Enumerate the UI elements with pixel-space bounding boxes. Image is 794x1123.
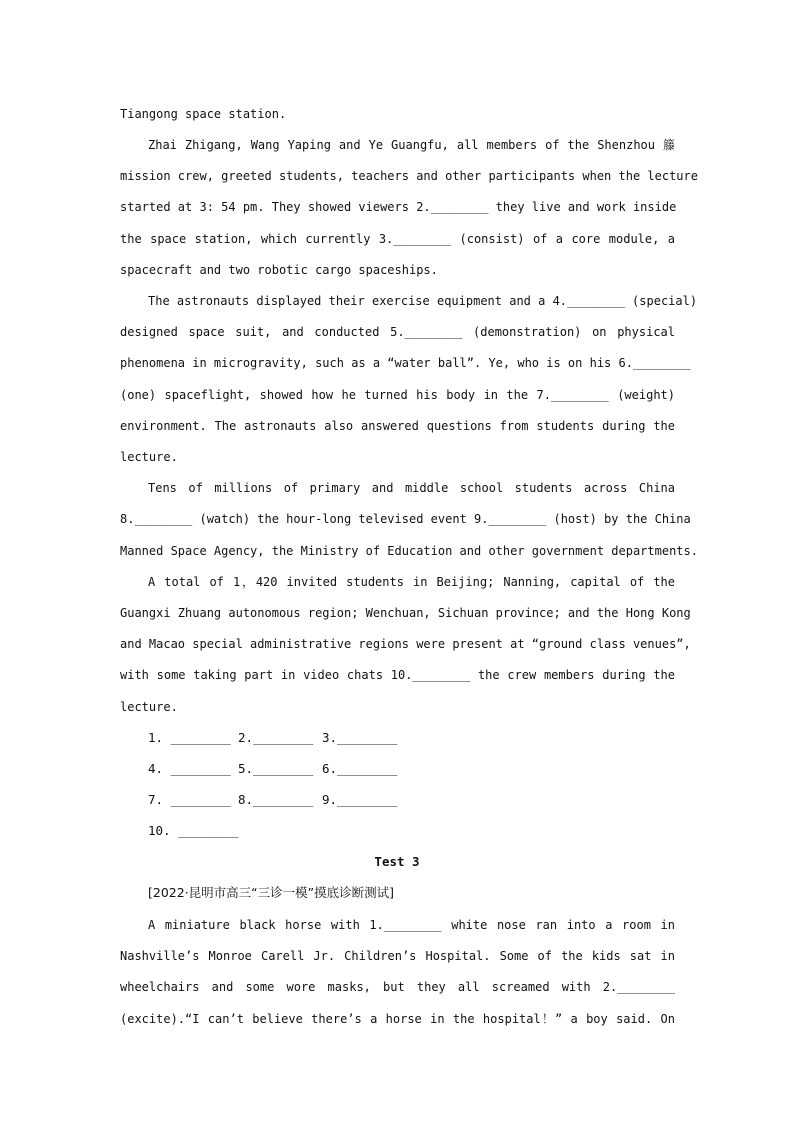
passage-line: (excite).“I can’t believe there’s a horse in the hospital！” a boy said. On (120, 1012, 675, 1026)
passage-line: A total of 1，420 invited students in Beijing; Nanning, capital of the (148, 575, 675, 589)
passage-line: lecture. (120, 450, 178, 464)
passage-line: designed space suit, and conducted 5.________ (demonstration) on physical (120, 325, 675, 339)
passage-line: phenomena in microgravity, such as a “water ball”. Ye, who is on his 6.________ (120, 356, 691, 370)
section-title: Test 3 (374, 854, 420, 869)
passage-line: A miniature black horse with 1.________ white nose ran into a room in (148, 918, 675, 932)
answer-blank-10[interactable]: 10. ________ (148, 823, 239, 838)
passage-line: started at 3: 54 pm. They showed viewers 2.________ they live and work inside (120, 200, 677, 214)
answer-blank-2[interactable]: 2.________ (238, 730, 314, 745)
passage-line: Zhai Zhigang, Wang Yaping and Ye Guangfu, all members of the Shenzhou 籐 (148, 138, 675, 152)
answer-blank-6[interactable]: 6.________ (322, 761, 398, 776)
passage-line: the space station, which currently 3.________ (consist) of a core module, a (120, 232, 675, 246)
passage-line: environment. The astronauts also answered questions from students during the (120, 419, 675, 433)
passage-line: (one) spaceflight, showed how he turned his body in the 7.________ (weight) (120, 388, 675, 402)
answer-blank-9[interactable]: 9.________ (322, 792, 398, 807)
answer-blank-5[interactable]: 5.________ (238, 761, 314, 776)
answer-blank-1[interactable]: 1. ________ (148, 730, 231, 745)
passage-line: Nashville’s Monroe Carell Jr. Children’s Hospital. Some of the kids sat in (120, 949, 675, 963)
answer-blank-4[interactable]: 4. ________ (148, 761, 231, 776)
answer-blank-8[interactable]: 8.________ (238, 792, 314, 807)
passage-line: with some taking part in video chats 10.________ the crew members during the (120, 668, 675, 682)
source-note: [2022·昆明市高三“三诊一模”摸底诊断测试] (148, 885, 394, 900)
passage-line: Guangxi Zhuang autonomous region; Wenchuan, Sichuan province; and the Hong Kong (120, 606, 691, 620)
passage-line: mission crew, greeted students, teachers and other participants when the lecture (120, 169, 698, 183)
passage-line: wheelchairs and some wore masks, but they all screamed with 2.________ (120, 980, 675, 994)
passage-line: Tens of millions of primary and middle school students across China (148, 481, 675, 495)
answer-blank-7[interactable]: 7. ________ (148, 792, 231, 807)
passage-line: Tiangong space station. (120, 107, 287, 121)
passage-line: spacecraft and two robotic cargo spaceships. (120, 263, 438, 277)
passage-line: lecture. (120, 700, 178, 714)
passage-line: and Macao special administrative regions were present at “ground class venues”, (120, 637, 691, 651)
passage-line: 8.________ (watch) the hour-long televised event 9.________ (host) by the China (120, 512, 691, 526)
answer-blank-3[interactable]: 3.________ (322, 730, 398, 745)
passage-line: Manned Space Agency, the Ministry of Education and other government departments. (120, 544, 698, 558)
passage-line: The astronauts displayed their exercise equipment and a 4.________ (special) (148, 294, 698, 308)
